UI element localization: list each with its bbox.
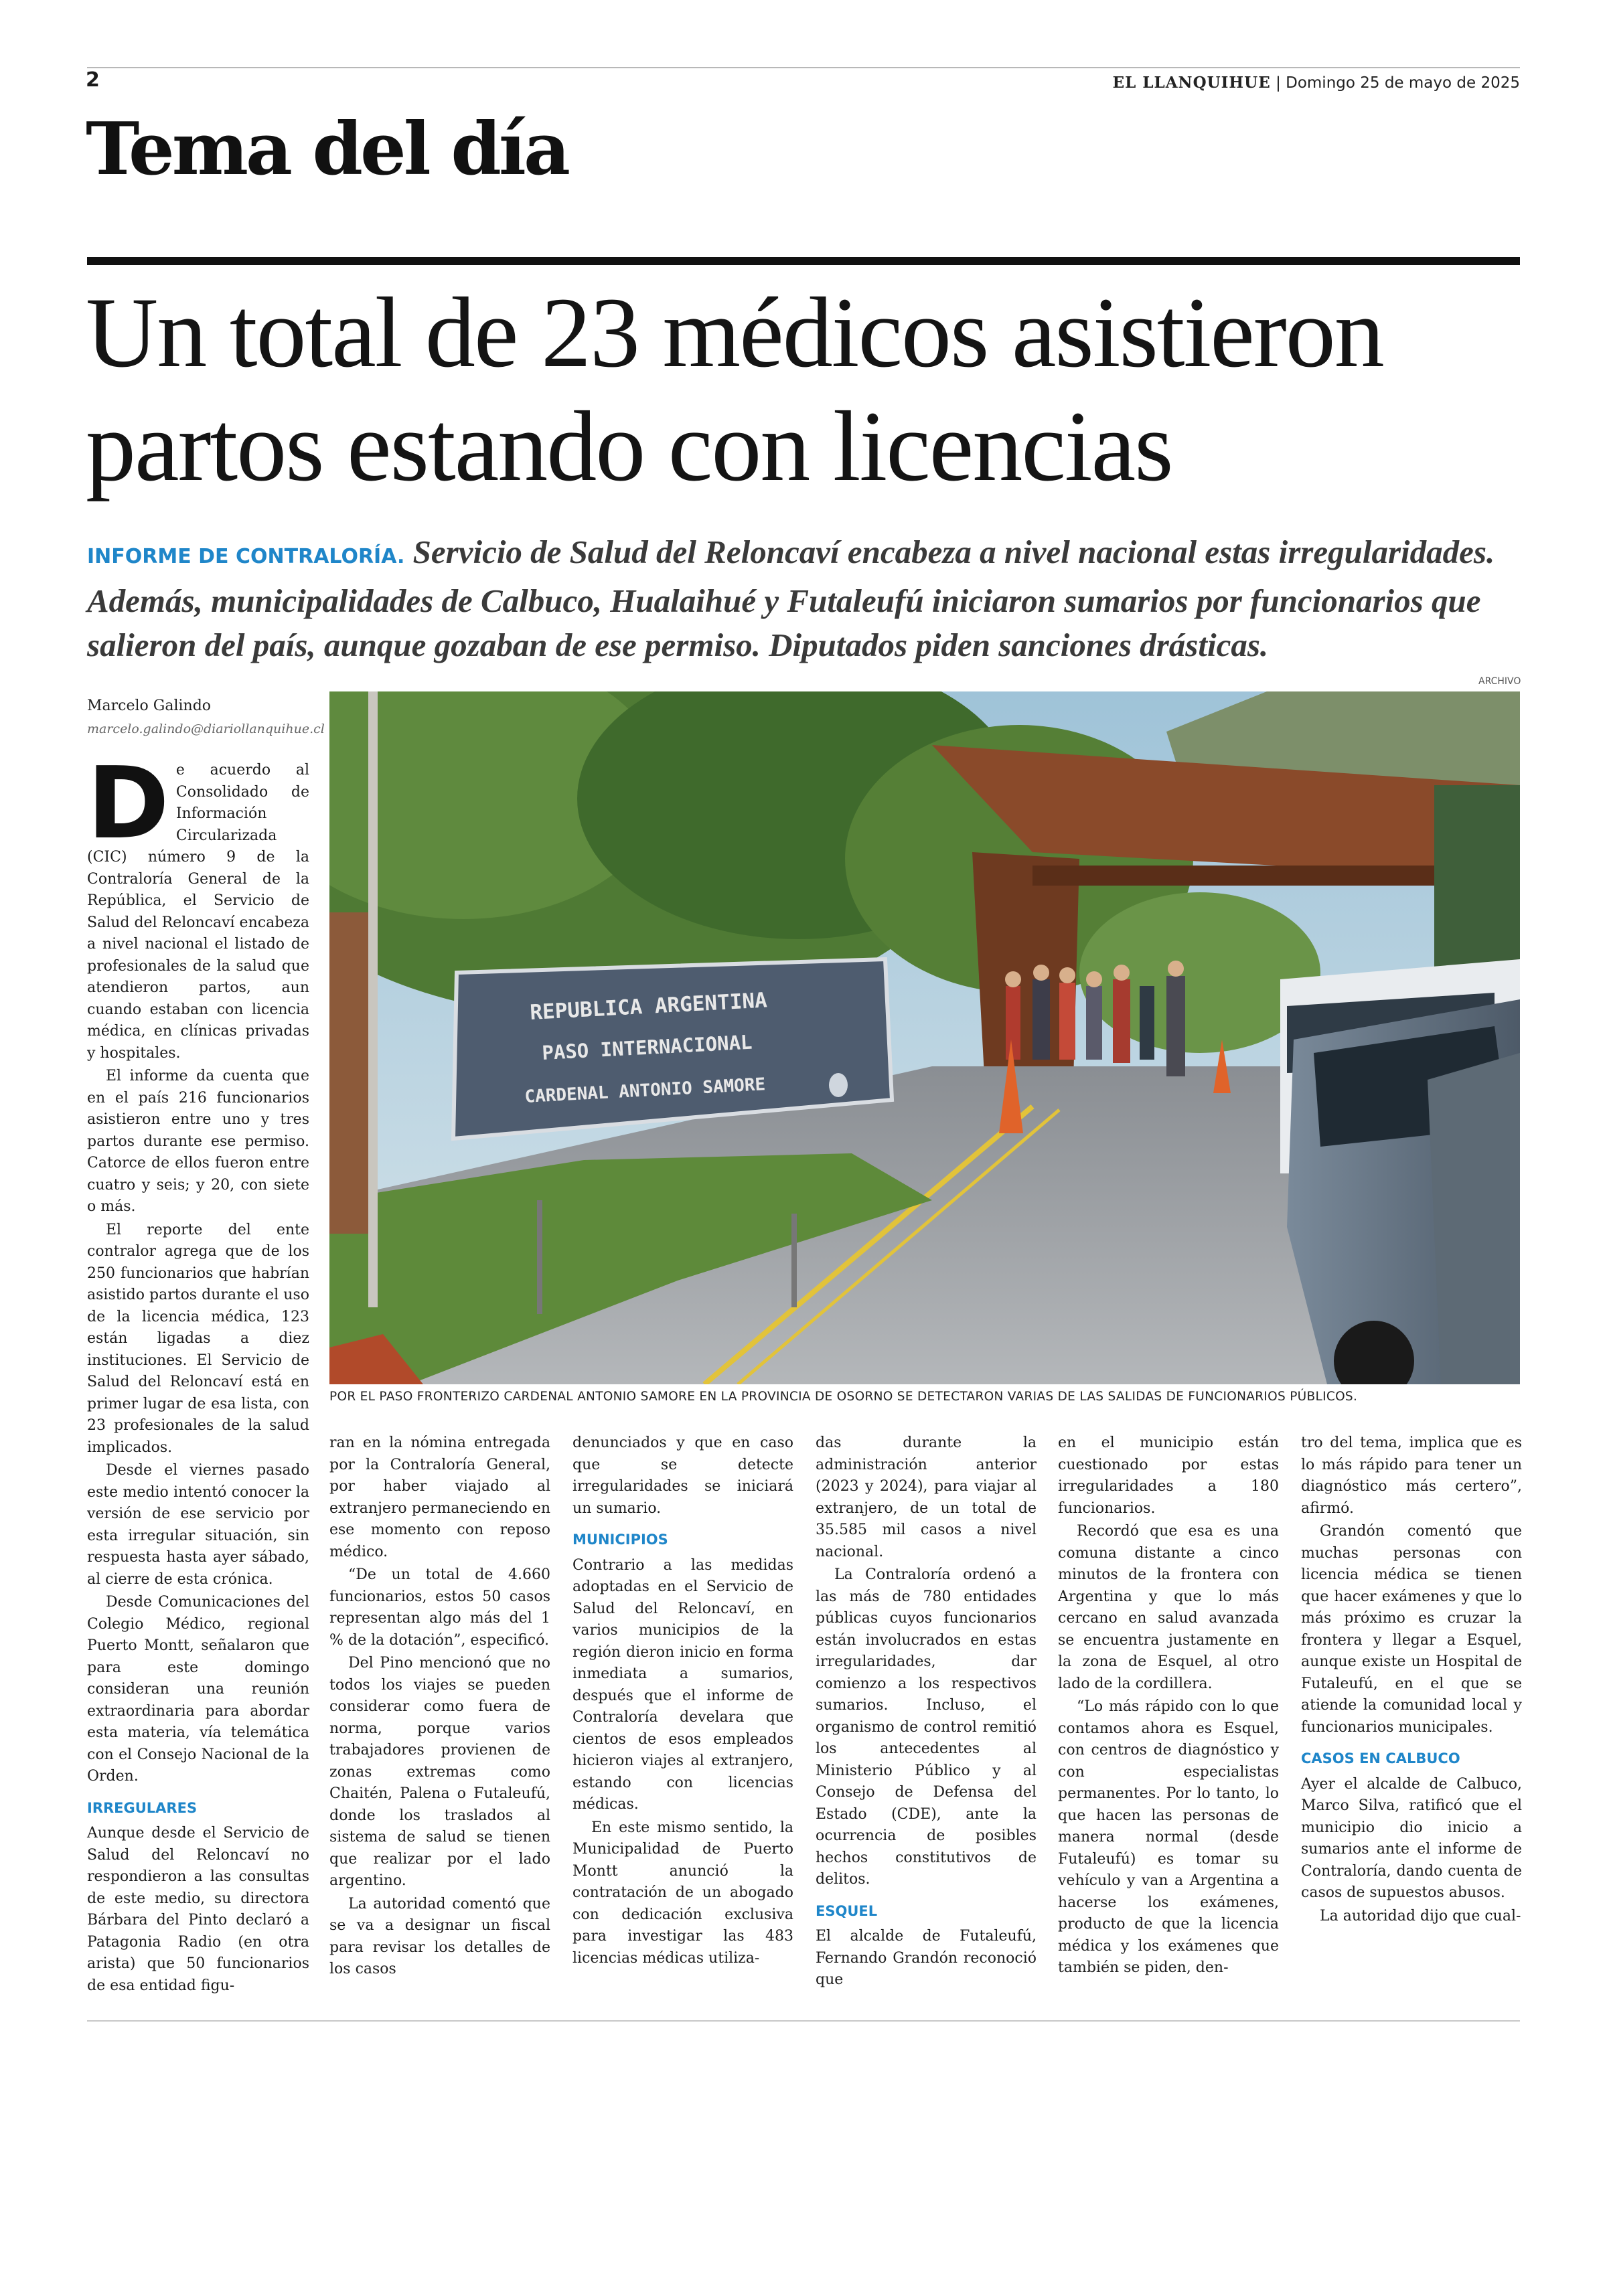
paragraph: La autoridad comentó que se va a designar un fiscal para revisar los detalles de los casos [329,1895,550,1977]
paragraph: Aunque desde el Servicio de Salud del Reloncaví no respondieron a las consultas de este medio, su directora Bárbara del Pinto declaró a Patagonia Radio (en otra arista) que 50 funcionarios de esa entidad figu- [87,1825,309,1994]
section-rule [87,257,1520,265]
masthead-paper: EL LLANQUIHUE [1112,74,1271,92]
paragraph: Desde el viernes pasado este medio intentó conocer la versión de ese servicio por esta irregular situación, sin respuesta hasta ayer sábado, al cierre de esta crónica. [87,1462,309,1588]
paragraph: La autoridad dijo que cual- [1320,1907,1521,1924]
column-2 [329,1432,550,1982]
deck [87,530,1527,667]
deck-text: Servicio de Salud del Reloncaví encabeza a nivel nacional estas irregularidades. Además, municipalidades de Calbuco, Hualaihué y Futaleufú iniciaron sumarios por funcionarios que salieron del país, aunque gozaban de ese permiso. Diputados piden sanciones drásticas. [87,534,1495,663]
subhead-esquel: ESQUEL [816,1902,878,1919]
headline-line-2: partos estando con licencias [86,391,1172,502]
photo-caption: POR EL PASO FRONTERIZO CARDENAL ANTONIO SAMORE EN LA PROVINCIA DE OSORNO SE DETECTARON VARIAS DE LAS SALIDAS DE FUNCIONARIOS PÚBLICOS. [329,1390,1358,1404]
column-6 [1301,1432,1522,1929]
paragraph: das durante la administración anterior (2023 y 2024), para viajar al extranjero, de un total de 35.585 mil casos a nivel nacional. [816,1434,1037,1560]
paragraph: denunciados y que en caso que se detecte irregularidades se iniciará un sumario. [572,1434,793,1517]
paragraph-text: e acuerdo al Consolidado de Información Circularizada (CIC) número 9 de la Contraloría General de la República, el Servicio de Salud del Reloncaví encabeza a nivel nacional el listado de profesionales de la salud que atendieron partos, aun cuando estaban con licencia médica, en clínicas privadas y hospitales. [87,762,309,1062]
author-email: marcelo.galindo@diariollanquihue.cl [87,722,325,736]
top-rule [87,67,1520,68]
subhead-calbuco: CASOS EN CALBUCO [1301,1750,1460,1767]
headline [86,276,1532,503]
author-name: Marcelo Galindo [87,698,212,714]
column-4 [816,1432,1037,1993]
photo-credit: ARCHIVO [1478,676,1521,687]
bottom-rule [87,2020,1520,2022]
paragraph: tro del tema, implica que es lo más rápido para tener un diagnóstico más certero”, afirmó. [1301,1434,1522,1517]
paragraph: Recordó que esa es una comuna distante a cinco minutos de la frontera con Argentina y que lo más cercano en salud avanzada se encuentra justamente en la zona de Esquel, al otro lado de la cordillera. [1058,1523,1279,1692]
paragraph: En este mismo sentido, la Municipalidad de Puerto Montt anunció la contratación de un abogado con dedicación exclusiva para investigar las 483 licencias médicas utiliza- [572,1819,793,1967]
sign-line-3: CARDENAL ANTONIO SAMORE [524,1074,766,1107]
paragraph [87,746,309,1064]
paragraph: La Contraloría ordenó a las más de 780 entidades públicas cuyos funcionarios están involucrados en estas irregularidades, dar comienzo a los respectivos sumarios. Incluso, el organismo de control remitió los antecedentes al Ministerio Público y al Consejo de Defensa del Estado (CDE), ante la ocurrencia de posibles hechos constitutivos de delitos. [816,1566,1037,1888]
masthead-date: | Domingo 25 de mayo de 2025 [1276,74,1520,92]
paragraph: en el municipio están cuestionado por estas irregularidades a 180 funcionarios. [1058,1434,1279,1517]
dropcap: D [87,746,169,861]
sign-line-2: PASO INTERNACIONAL [541,1030,753,1064]
paragraph: El reporte del ente contralor agrega que de los 250 funcionarios que habrían asistido partos durante el uso de la licencia médica, 123 están ligadas a diez instituciones. El Servicio de Salud del Reloncaví está en primer lugar de esa lista, con 23 profesionales de la salud implicados. [87,1221,309,1456]
section-title: Tema del día [86,107,568,191]
page-number: 2 [86,68,100,92]
article-photo [329,691,1520,1384]
column-5 [1058,1432,1279,1981]
paragraph: Grandón comentó que muchas personas con licencia médica se tienen que hacer exámenes y que lo más próximo es cruzar la frontera y llegar a Esquel, aunque existe un Hospital de Futaleufú, en el que se atiende la comunidad local y funcionarios municipales. [1301,1523,1522,1736]
sign-emblem [829,1073,848,1097]
headline-line-1: Un total de 23 médicos asistieron [86,277,1383,388]
subhead-municipios: MUNICIPIOS [572,1532,668,1548]
paragraph: “De un total de 4.660 funcionarios, estos 50 casos representan algo más del 1 % de la dotación”, especificó. [329,1566,550,1649]
column-1 [87,746,309,1998]
paragraph: ran en la nómina entregada por la Contraloría General, por haber viajado al extranjero permaneciendo en ese momento con reposo médico. [329,1434,550,1560]
kicker: INFORME DE CONTRALORÍA. [87,545,405,568]
masthead [1113,74,1520,92]
paragraph: El alcalde de Futaleufú, Fernando Grandón reconoció que [816,1928,1037,1988]
paragraph: Del Pino mencionó que no todos los viajes se pueden considerar como fuera de norma, porque varios trabajadores provienen de zonas extremas como Chaitén, Palena o Futaleufú, donde los traslados al sistema de salud se tienen que realizar por el lado argentino. [329,1655,550,1889]
column-3 [572,1432,793,1971]
paragraph: Ayer el alcalde de Calbuco, Marco Silva, ratificó que el municipio dio inicio a sumarios ante el informe de Contraloría, dando cuenta de casos de supuestos abusos. [1301,1775,1522,1901]
sign-line-1: REPUBLICA ARGENTINA [529,988,768,1025]
paragraph: Desde Comunicaciones del Colegio Médico, regional Puerto Montt, señalaron que para este domingo consideran una reunión extraordinaria para abordar esta materia, vía telemática con el Consejo Nacional de la Orden. [87,1594,309,1785]
border-crossing-photo [329,691,1520,1384]
paragraph: “Lo más rápido con lo que contamos ahora es Esquel, con centros de diagnóstico y con especialistas permanentes. Por lo tanto, lo que hacen las personas de manera normal (desde Futaleufú) es tomar su vehículo y van a Argentina a hacerse los exámenes, producto de que la licencia médica y los exámenes que también se piden, den- [1058,1698,1279,1976]
paragraph: Contrario a las medidas adoptadas en el Servicio de Salud del Reloncaví, en varios municipios de la región dieron inicio en forma inmediata a sumarios, después que el informe de Contraloría develara que cientos de esos empleados hicieron viajes al extranjero, estando con licencias médicas. [572,1556,793,1813]
subhead-irregulares: IRREGULARES [87,1799,198,1816]
paragraph: El informe da cuenta que en el país 216 funcionarios asistieron entre uno y tres partos durante ese permiso. Catorce de ellos fueron entre cuatro y seis; y 20, con siete o más. [87,1068,309,1215]
